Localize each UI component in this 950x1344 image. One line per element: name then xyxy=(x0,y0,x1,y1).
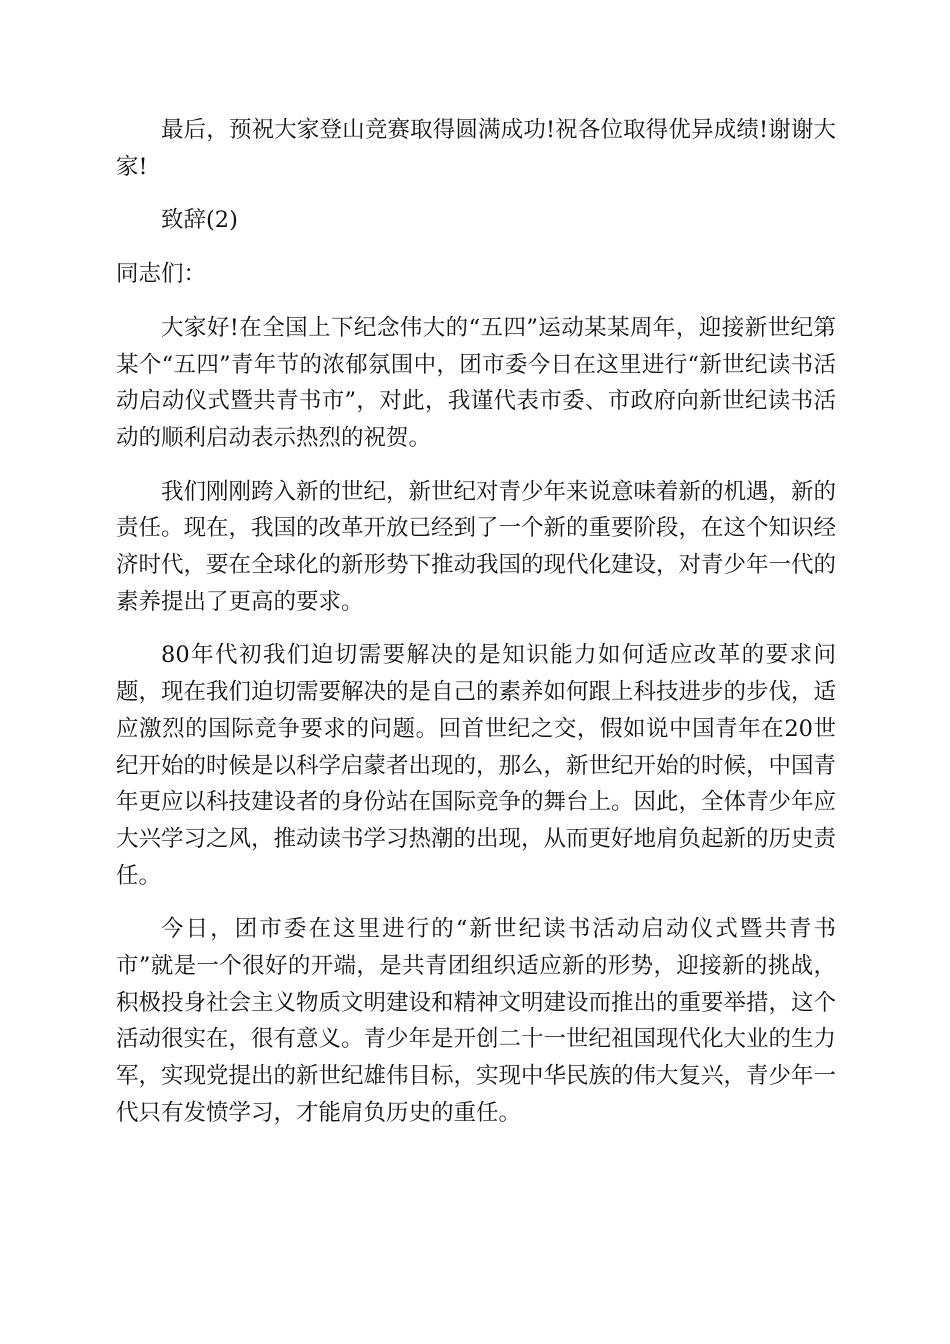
closing-paragraph: 最后，预祝大家登山竞赛取得圆满成功!祝各位取得优异成绩!谢谢大家! xyxy=(116,117,836,180)
body-paragraph-1: 大家好!在全国上下纪念伟大的“五四”运动某某周年，迎接新世纪第某个“五四”青年节的浓郁氛围中，团市委今日在这里进行“新世纪读书活动启动仪式暨共青书市”，对此，我谨代表市委、市政府向新世纪读书活动的顺利启动表示热烈的祝贺。 xyxy=(116,314,836,451)
document-page xyxy=(116,112,836,1132)
body-paragraph-4: 今日，团市委在这里进行的“新世纪读书活动启动仪式暨共青书市”就是一个很好的开端，是共青团组织适应新的形势，迎接新的挑战，积极投身社会主义物质文明建设和精神文明建设而推出的重要举措，这个活动很实在，很有意义。青少年是开创二十一世纪祖国现代化大业的生力军，实现党提出的新世纪雄伟目标，实现中华民族的伟大复兴，青少年一代只有发愤学习，才能肩负历史的重任。 xyxy=(116,916,837,1126)
salutation: 同志们： xyxy=(116,261,207,288)
section-heading: 致辞(2) xyxy=(161,207,238,234)
body-paragraph-3: 80年代初我们迫切需要解决的是知识能力如何适应改革的要求问题，现在我们迫切需要解决的是自己的素养如何跟上科技进步的步伐，适应激烈的国际竞争要求的问题。回首世纪之交，假如说中国青年在20世纪开始的时候是以科学启蒙者出现的，那么，新世纪开始的时候，中国青年更应以科技建设者的身份站在国际竞争的舞台上。因此，全体青少年应大兴学习之风，推动读书学习热潮的出现，从而更好地肩负起新的历史责任。 xyxy=(116,642,837,889)
body-paragraph-2: 我们刚刚跨入新的世纪，新世纪对青少年来说意味着新的机遇，新的责任。现在，我国的改革开放已经到了一个新的重要阶段，在这个知识经济时代，要在全球化的新形势下推动我国的现代化建设，对青少年一代的素养提出了更高的要求。 xyxy=(116,478,837,615)
